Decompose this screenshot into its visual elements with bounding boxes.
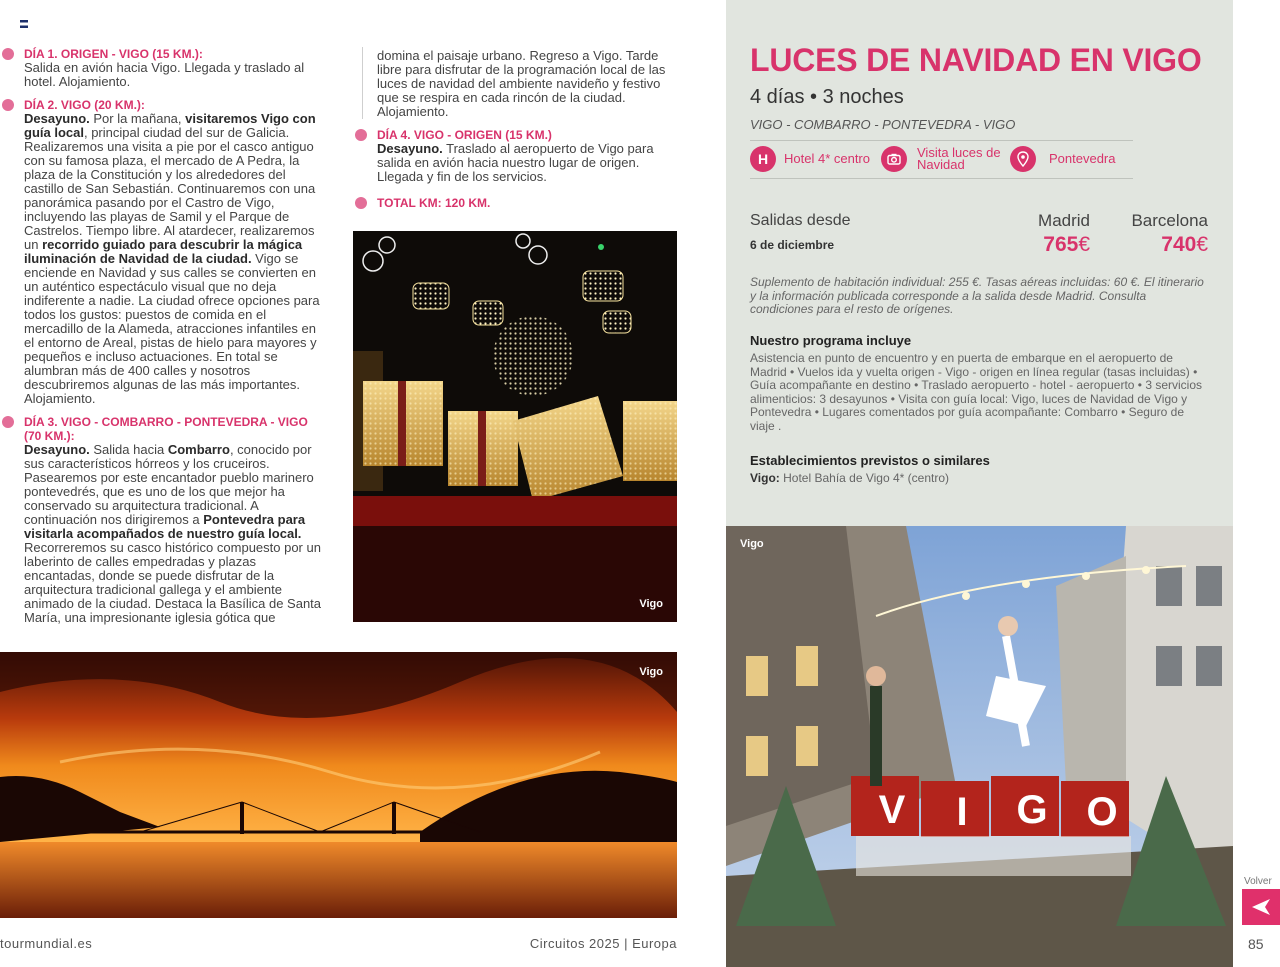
text: Recorreremos su casco histórico compuesto por un laberinto de calles empedradas y plazas encantadas, donde se puede disfrutar de la arquitectura tradicional gallega y el ambiente animado de la ciudad. Destaca la Basílica de Santa María, una impresionante iglesia gótica que	[24, 540, 322, 625]
total-km-label: TOTAL KM: 120 KM.	[377, 196, 491, 210]
feature-hotel	[750, 146, 870, 172]
feature-hotel-label: Hotel 4* centro	[784, 151, 870, 166]
itinerary-column-1	[24, 47, 324, 634]
text: , principal ciudad del sur de Galicia. Realizaremos una visita a pie por el casco antiguo con su famosa plaza, el mercado de A Pedra, la plaza de la Constitución y los alrededores del castillo de San Sebastián. Continuaremos con una panorámica pasando por el Castro de Vigo, incluyendo las playas de Samil y el Parque de Castrelos. Tiempo libre. Al atardecer, realizaremos un	[24, 125, 316, 252]
establecimientos-title: Establecimientos previstos o similares	[750, 453, 990, 468]
price-amount: 740	[1161, 233, 1197, 256]
day-2-title: DÍA 2. VIGO (20 KM.):	[24, 98, 145, 112]
bullet-dot-icon	[2, 48, 14, 60]
day-1-title: DÍA 1. ORIGEN - VIGO (15 KM.):	[24, 47, 203, 61]
bold-text: Combarro	[167, 442, 230, 457]
feature-lights-label: Visita luces de Navidad	[917, 145, 1001, 172]
day-1-text	[24, 61, 324, 89]
sunset-illustration	[0, 652, 677, 918]
bold-text: Desayuno.	[377, 141, 443, 156]
departure-date: 6 de diciembre	[750, 238, 835, 252]
text: Por la mañana,	[89, 111, 186, 126]
bullet-dot-icon	[355, 129, 367, 141]
divider	[750, 140, 1133, 141]
photo-christmas-lights	[353, 231, 677, 622]
photo-sunset	[0, 652, 677, 918]
photo-vigo-sign	[726, 526, 1233, 967]
map-pin-icon	[1010, 146, 1036, 172]
column-divider	[362, 47, 363, 119]
price-currency: €	[1078, 233, 1090, 256]
bullet-dot-icon	[355, 197, 367, 209]
back-button[interactable]	[1242, 889, 1280, 925]
price-currency: €	[1196, 233, 1208, 256]
departures-label: Salidas desde	[750, 212, 851, 229]
hotel-city: Vigo:	[750, 471, 780, 485]
supplement-note: Suplemento de habitación individual: 255 €. Tasas aéreas incluidas: 60 €. El itinerario y la información publicada corresponde a la salida desde Madrid. Consulta condiciones para el resto de orígenes.	[750, 275, 1204, 316]
price-city-barcelona: Barcelona	[1131, 211, 1208, 230]
text: Salida en avión hacia Vigo. Llegada y traslado al hotel. Alojamiento.	[24, 60, 305, 89]
hotel-info	[750, 472, 1212, 486]
day-3-continuation: domina el paisaje urbano. Regreso a Vigo. Tarde libre para disfrutar de la programación local de las luces de navidad del ambiente navideño y festivo que se respira en cada rincón de la ciudad. Alojamiento.	[377, 48, 666, 119]
programa-title: Nuestro programa incluye	[750, 333, 912, 348]
day-3-title: DÍA 3. VIGO - COMBARRO - PONTEVEDRA - VIGO (70 KM.):	[24, 415, 308, 443]
footer-catalog: Circuitos 2025 | Europa	[529, 936, 677, 951]
day-4-text	[377, 142, 677, 184]
price-barcelona	[1161, 233, 1208, 257]
text: Salida hacia	[89, 442, 168, 457]
text: Traslado al aeropuerto de Vigo para salida en avión hacia nuestro lugar de origen. Llegada y fin de los servicios.	[377, 141, 654, 184]
price-city-madrid: Madrid	[1038, 211, 1090, 230]
camera-icon	[881, 146, 907, 172]
bold-text: recorrido guiado para descubrir la mágica iluminación de Navidad de la ciudad.	[24, 237, 303, 266]
day-3-text	[24, 443, 324, 625]
sign-letter: I	[956, 790, 968, 834]
divider	[750, 178, 1133, 179]
sign-letter: O	[1086, 790, 1118, 834]
sign-letter: G	[1016, 788, 1048, 832]
footer-site[interactable]: tourmundial.es	[0, 936, 93, 951]
day-3	[24, 415, 324, 625]
programa-text: Asistencia en punto de encuentro y en puerta de embarque en el aeropuerto de Madrid • Vuelos ida y vuelta origen - Vigo - origen en línea regular (tasas incluidas) • Guía acompañante en destino • Traslado aeropuerto - hotel - aeropuerto • 3 servicios alimenticios: 3 desayunos • Visita con guía local: Vigo, luces de Navidad de Vigo y Pontevedra • Lugares comentados por guía acompañante: Combarro • Seguro de viaje .	[750, 351, 1202, 433]
feature-location	[1010, 146, 1116, 172]
bold-text: visitaremos Vigo con guía local	[24, 111, 316, 140]
day-4	[377, 128, 677, 184]
price-madrid	[1043, 233, 1090, 257]
bold-text: Desayuno.	[24, 442, 90, 457]
feature-lights	[881, 146, 1007, 172]
photo-caption: Vigo	[639, 666, 663, 678]
bold-text: Pontevedra para visitarla acompañados de nuestro guía local.	[24, 512, 306, 541]
arrow-left-icon	[1251, 898, 1271, 916]
duration: 4 días • 3 noches	[750, 86, 904, 108]
bullet-dot-icon	[2, 416, 14, 428]
hotel-icon: H	[750, 146, 776, 172]
feature-location-label: Pontevedra	[1049, 151, 1116, 166]
christmas-lights-illustration	[353, 231, 677, 622]
price-amount: 765	[1043, 233, 1079, 256]
photo-caption: Vigo	[740, 538, 764, 550]
page-title: LUCES DE NAVIDAD EN VIGO	[750, 42, 1202, 78]
day-2-text	[24, 112, 324, 406]
day-1	[24, 47, 324, 89]
text: Vigo se enciende en Navidad y sus calles se convierten en un auténtico espectáculo visual que no deja indiferente a nadie. La ciudad ofrece opciones para todos los gustos: puestos de comida en el mercadillo de la Alameda, atracciones infantiles en el entorno de Areal, pistas de hielo para mayores y pequeños e incluso actuaciones. En total se alumbran más de 400 calles y nosotros descubriremos algunas de las más importantes. Alojamiento.	[24, 251, 320, 406]
itinerary-column-2	[377, 49, 677, 219]
bullet-dot-icon	[2, 99, 14, 111]
vigo-street-illustration	[726, 526, 1233, 967]
hotel-name: Hotel Bahía de Vigo 4* (centro)	[779, 471, 949, 485]
route: VIGO - COMBARRO - PONTEVEDRA - VIGO	[750, 117, 1016, 132]
text: , conocido por sus característicos hórreos y los cruceiros. Pasearemos por este encantador pueblo marinero pontevedrés, que es uno de los que mejor ha conservado su arquitectura tradicional. A continuación nos dirigiremos a	[24, 442, 314, 527]
bold-text: Desayuno.	[24, 111, 90, 126]
photo-caption: Vigo	[639, 598, 663, 610]
back-label: Volver	[1244, 876, 1272, 887]
day-4-title: DÍA 4. VIGO - ORIGEN (15 KM.)	[377, 128, 552, 142]
sign-letter: V	[878, 788, 906, 832]
page-number: 85	[1248, 936, 1264, 952]
day-2	[24, 98, 324, 406]
flag-icon	[20, 20, 28, 28]
total-km	[377, 196, 677, 210]
